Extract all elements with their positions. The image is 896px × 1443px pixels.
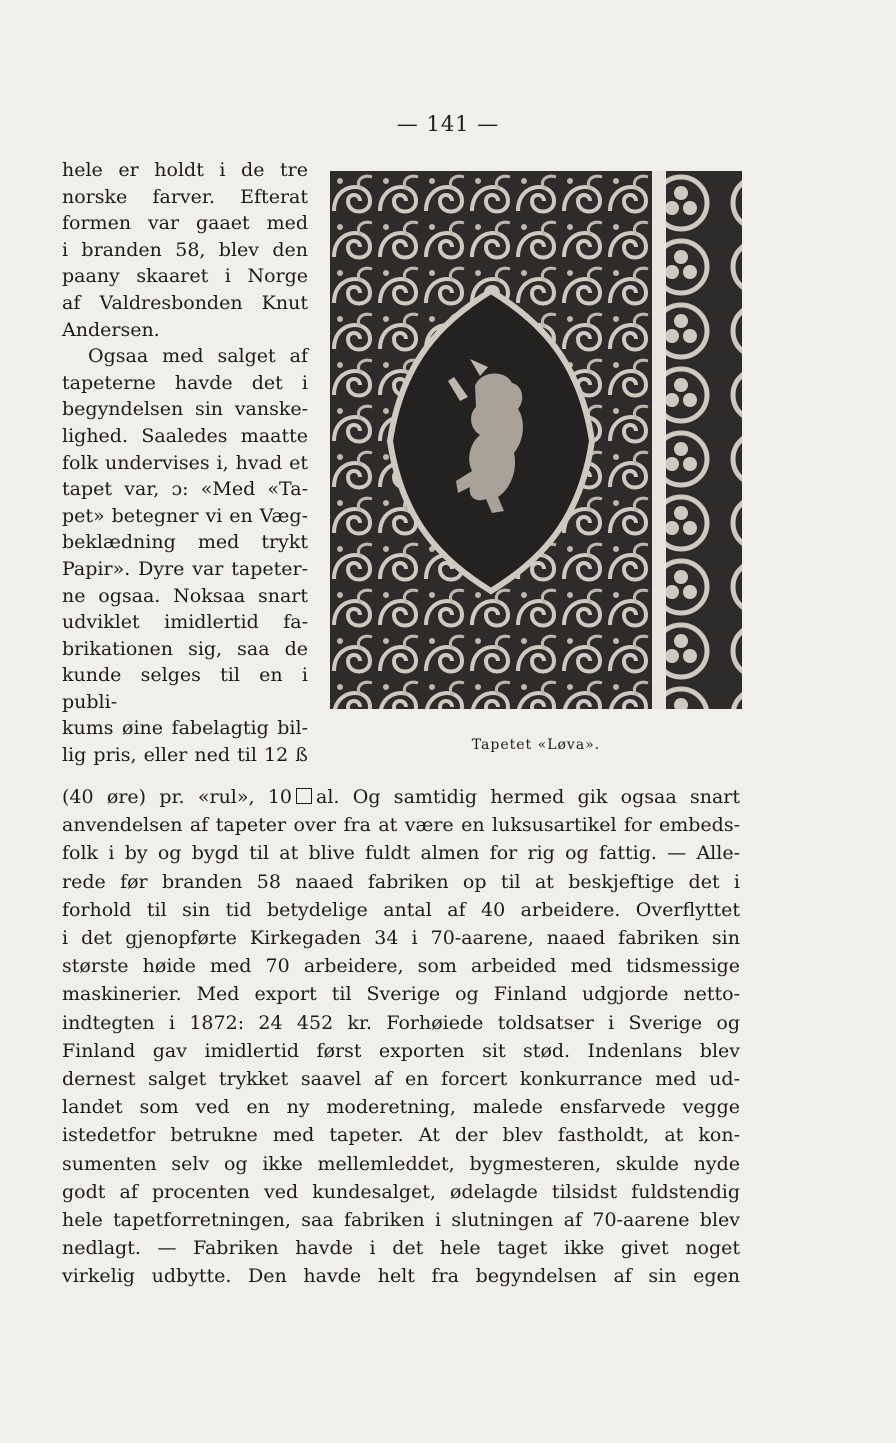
square-symbol-icon (296, 788, 312, 804)
body-line: anvendelsen af tapeter over fra at være en luksusartikel for embeds- (62, 814, 740, 837)
body-line: hele tapetforretningen, saa fabriken i slutningen af 70-aarene blev (62, 1209, 740, 1232)
body-line: Finland gav imidlertid først exporten sit stød. Indenlans blev (62, 1039, 740, 1062)
page-number: — 141 — (396, 112, 500, 136)
body-line: godt af procenten ved kundesalget, ødelagde tilsidst fuldstendig (62, 1180, 740, 1203)
left-line: hele er holdt i de tre (62, 159, 308, 181)
left-line: Papir». Dyre var tapeter- (62, 557, 308, 580)
left-line: brikationen sig, saa de (62, 637, 308, 660)
body-line: rede før branden 58 naaed fabriken op til at beskjeftige det i (62, 870, 740, 893)
left-line: i branden 58, blev den (62, 238, 308, 261)
left-line: udviklet imidlertid fa- (62, 611, 308, 634)
body-line-first (62, 783, 740, 811)
left-line: ne ogsaa. Noksaa snart (62, 584, 308, 607)
left-line: pet» betegner vi en Væg- (62, 504, 308, 527)
panel-gap (652, 171, 666, 709)
body-line: sumenten selv og ikke mellemleddet, bygmesteren, skulde nyde (62, 1152, 740, 1175)
body-line: i det gjenopførte Kirkegaden 34 i 70-aarene, naaed fabriken sin (62, 927, 740, 950)
left-line: formen var gaaet med (62, 212, 308, 235)
left-line: tapet var, ɔ: «Med «Ta- (62, 478, 308, 501)
left-line: kunde selges til en i publi- (62, 664, 308, 713)
wallpaper-illustration (330, 171, 742, 709)
left-line: beklædning med trykt (62, 531, 308, 554)
left-line: norske farver. Efterat (62, 185, 308, 208)
left-line: kums øine fabelagtig bil- (62, 717, 308, 740)
border-strip (666, 171, 742, 709)
left-line: tapeterne havde det i (62, 371, 308, 394)
body-line: virkelig udbytte. Den havde helt fra begyndelsen af sin egen (62, 1265, 740, 1288)
body-first-b: al. Og samtidig hermed gik ogsaa snart (316, 786, 740, 808)
body-line: dernest salget trykket saavel af en forcert konkurrance med ud- (62, 1068, 740, 1091)
wallpaper-lion-pattern (330, 171, 742, 709)
left-line: af Valdresbonden Knut (62, 291, 308, 314)
body-line: maskinerier. Med export til Sverige og Finland udgjorde netto- (62, 983, 740, 1006)
body-line: nedlagt. — Fabriken havde i det hele taget ikke givet noget (62, 1237, 740, 1260)
body-line: folk i by og bygd til at blive fuldt almen for rig og fattig. — Alle- (62, 842, 740, 865)
body-line: landet som ved en ny moderetning, malede ensfarvede vegge (62, 1096, 740, 1119)
left-line: Ogsaa med salget af (88, 345, 308, 368)
body-first-a: (40 øre) pr. «rul», 10 (62, 786, 293, 808)
body-line: istedetfor betrukne med tapeter. At der blev fastholdt, at kon- (62, 1124, 740, 1147)
left-line: paany skaaret i Norge (62, 265, 308, 288)
left-line: folk undervises i, hvad et (62, 451, 308, 474)
left-line: Andersen. (62, 318, 160, 341)
body-text (62, 783, 740, 1291)
body-line: største høide med 70 arbeidere, som arbeided med tidsmessige (62, 955, 740, 978)
body-line: forhold til sin tid betydelige antal af 40 arbeidere. Overflyttet (62, 898, 740, 921)
left-line: lig pris, eller ned til 12 ß (62, 744, 308, 767)
left-line: lighed. Saaledes maatte (62, 424, 308, 447)
left-line: begyndelsen sin vanske- (62, 398, 308, 421)
body-line: indtegten i 1872: 24 452 kr. Forhøiede toldsatser i Sverige og (62, 1011, 740, 1034)
figure-caption: Tapetet «Løva». (471, 737, 601, 753)
left-column-text (62, 157, 308, 769)
